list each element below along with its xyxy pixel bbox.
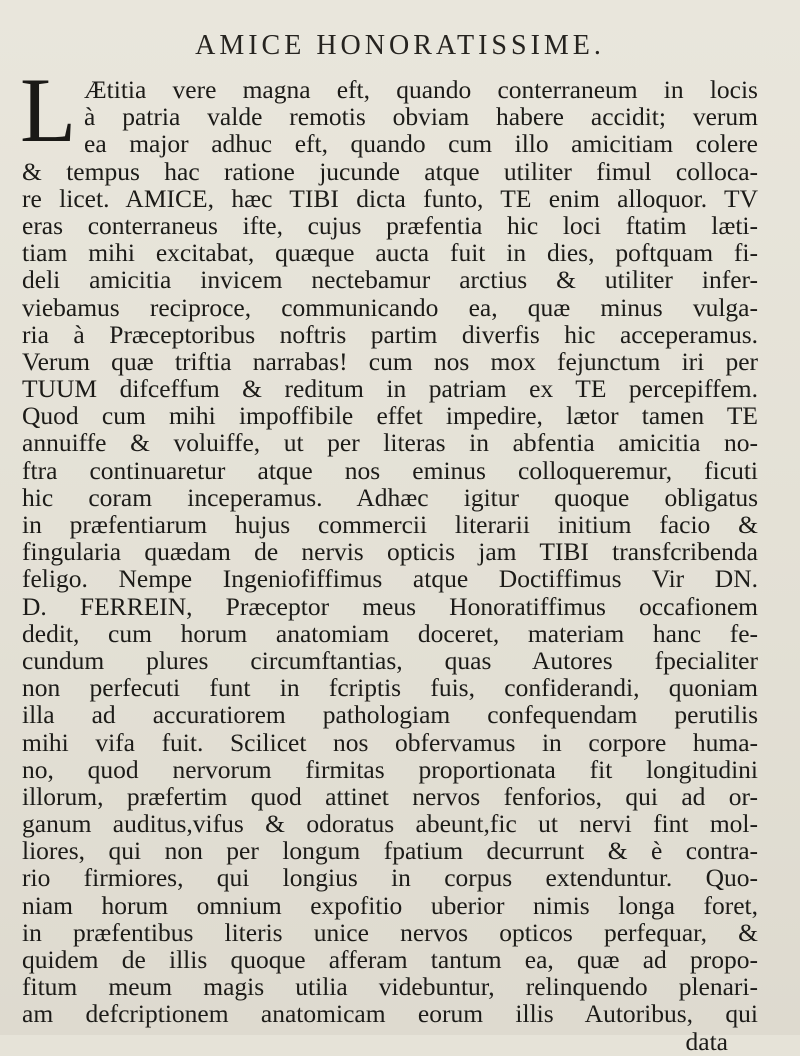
text-line: ria à Præceptoribus noftris partim diverfis hic acceperamus.: [22, 319, 758, 349]
text-line: Verum quæ triftia narrabas! cum nos mox fejunctum iri per: [22, 346, 758, 376]
text-line: fitum meum magis utilia videbuntur, relinquendo plenari-: [22, 972, 758, 1002]
catchword: data: [685, 1026, 728, 1056]
letter-body: [22, 76, 758, 1055]
text-line: in præfentibus literis unice nervos opticos perfequar, &: [22, 917, 758, 947]
text-line: quidem de illis quoque afferam tantum ea, quæ ad propo-: [22, 945, 758, 974]
text-line: à patria valde remotis obviam habere accidit; verum: [84, 102, 758, 132]
text-line: rio firmiores, qui longius in corpus extenduntur. Quo-: [22, 863, 758, 893]
text-line: D. FERREIN, Præceptor meus Honoratiffimus occafionem: [22, 591, 758, 621]
text-line: ea major adhuc eft, quando cum illo amicitiam colere: [84, 129, 758, 159]
text-line: dedit, cum horum anatomiam doceret, materiam hanc fe-: [22, 618, 758, 648]
text-line: in præfentiarum hujus commercii literarii initium facio &: [22, 510, 758, 539]
text-line: niam horum omnium expofitio uberior nimis longa foret,: [22, 890, 758, 920]
text-line: liores, qui non per longum fpatium decurrunt & è contra-: [22, 836, 758, 866]
text-line: re licet. AMICE, hæc TIBI dicta funto, TE enim alloquor. TV: [22, 183, 758, 213]
text-line: fingularia quædam de nervis opticis jam TIBI transfcribenda: [22, 537, 758, 567]
text-line: tiam mihi excitabat, quæque aucta fuit in dies, poftquam fi-: [22, 238, 758, 268]
text-line: & tempus hac ratione jucunde atque utiliter fimul colloca-: [22, 156, 758, 186]
text-line: TUUM difceffum & reditum in patriam ex TE percepiffem.: [22, 374, 758, 404]
text-line: cundum plures circumftantias, quas Autores fpecialiter: [22, 645, 758, 675]
text-line: non perfecuti funt in fcriptis fuis, confiderandi, quoniam: [22, 673, 758, 703]
page-title: AMICE HONORATISSIME.: [195, 30, 605, 61]
text-line: am defcriptionem anatomicam eorum illis Autoribus, qui: [22, 999, 758, 1029]
text-line: annuiffe & voluiffe, ut per literas in abfentia amicitia no-: [22, 428, 758, 458]
text-line: ftra continuaretur atque nos eminus colloqueremur, ficuti: [22, 455, 758, 485]
drop-cap: L: [20, 59, 77, 161]
text-line: ganum auditus,vifus & odoratus abeunt,fic ut nervi fint mol-: [22, 809, 758, 839]
text-line: no, quod nervorum firmitas proportionata fit longitudini: [22, 754, 758, 784]
text-line: viebamus reciproce, communicando ea, quæ minus vulga-: [22, 292, 758, 322]
text-line: illorum, præfertim quod attinet nervos fenforios, qui ad or-: [22, 781, 758, 811]
text-line: Quod cum mihi impoffibile effet impedire, lætor tamen TE: [22, 401, 758, 431]
text-line: mihi vifa fuit. Scilicet nos obfervamus in corpore huma-: [22, 727, 758, 757]
text-line: eras conterraneus ifte, cujus præfentia hic loci ftatim læti-: [22, 210, 758, 240]
text-line: feligo. Nempe Ingeniofiffimus atque Doctiffimus Vir DN.: [22, 564, 758, 594]
text-line: deli amicitia invicem nectebamur arctius & utiliter infer-: [22, 265, 758, 295]
text-line: hic coram inceperamus. Adhæc igitur quoque obligatus: [22, 482, 758, 512]
text-line: illa ad accuratiorem pathologiam confequendam perutilis: [22, 700, 758, 730]
text-line: Ætitia vere magna eft, quando conterraneum in locis: [84, 75, 758, 104]
